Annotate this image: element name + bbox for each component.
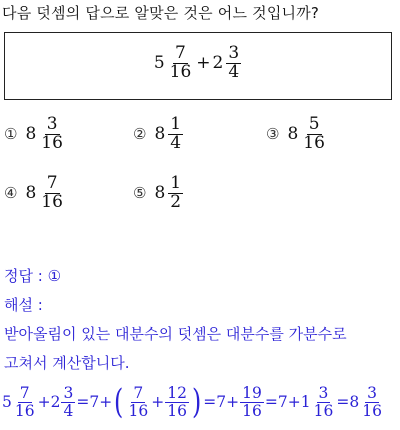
fraction — [226, 45, 241, 82]
explanation-line-1: 받아올림이 있는 대분수의 덧셈은 대분수를 가분수로 — [4, 325, 347, 343]
problem-expression — [5, 45, 391, 82]
option-marker: ④ — [4, 184, 18, 203]
solution-expression — [2, 382, 385, 422]
fraction — [168, 175, 183, 212]
whole-part: 1 — [300, 393, 311, 411]
numerator: 3 — [367, 384, 377, 403]
option-4[interactable] — [4, 175, 66, 212]
whole-part: 8 — [154, 183, 166, 204]
whole-part: 8 — [349, 393, 360, 411]
left-paren: ( — [114, 382, 124, 422]
numerator: 1 — [170, 114, 182, 134]
denominator: 16 — [41, 191, 63, 212]
whole-part: 5 — [153, 53, 165, 74]
denominator: 16 — [242, 401, 262, 420]
option-marker: ② — [133, 125, 147, 144]
plus-sign: + — [196, 53, 211, 74]
plus-sign: + — [151, 393, 165, 411]
fraction — [39, 175, 65, 212]
numerator: 3 — [318, 384, 329, 403]
answer-label: 정답 : ① — [4, 267, 62, 285]
denominator: 16 — [362, 401, 382, 420]
fraction — [168, 116, 183, 153]
denominator: 16 — [14, 401, 35, 420]
whole-part: 7 — [277, 393, 288, 411]
option-marker: ③ — [266, 125, 280, 144]
option-2[interactable] — [133, 116, 184, 153]
fraction — [360, 385, 384, 419]
fraction — [240, 385, 264, 419]
equals-sign: = — [336, 393, 350, 411]
whole-part: 8 — [25, 183, 37, 204]
numerator: 3 — [63, 384, 74, 403]
numerator: 3 — [46, 114, 58, 134]
whole-part: 7 — [216, 393, 227, 411]
denominator: 16 — [303, 132, 325, 153]
fraction — [312, 385, 336, 419]
whole-part: 5 — [2, 393, 12, 411]
expression-box — [4, 32, 392, 100]
numerator: 3 — [228, 43, 240, 63]
whole-part: 2 — [212, 53, 224, 74]
plus-sign: + — [37, 393, 51, 411]
fraction — [13, 385, 37, 419]
whole-part: 7 — [89, 393, 100, 411]
option-5[interactable] — [133, 175, 184, 212]
whole-part: 8 — [25, 124, 37, 145]
question-text: 다음 덧셈의 답으로 알맞은 것은 어느 것입니까? — [2, 4, 320, 22]
fraction — [61, 385, 75, 419]
numerator: 19 — [242, 384, 262, 403]
whole-part: 8 — [154, 124, 166, 145]
fraction — [127, 385, 151, 419]
explanation-label: 해설 : — [4, 296, 43, 314]
plus-sign: + — [99, 393, 113, 411]
whole-part: 2 — [50, 393, 61, 411]
denominator: 4 — [228, 61, 240, 82]
option-3[interactable] — [266, 116, 328, 153]
equals-sign: = — [264, 393, 278, 411]
explanation-line-2: 고쳐서 계산합니다. — [4, 354, 130, 372]
mixed-number-1 — [154, 45, 194, 82]
option-marker: ① — [4, 125, 18, 144]
right-paren: ) — [191, 382, 202, 422]
fraction — [301, 116, 327, 153]
numerator: 7 — [175, 43, 186, 63]
equals-sign: = — [203, 393, 217, 411]
denominator: 16 — [313, 401, 334, 420]
fraction — [165, 385, 189, 419]
whole-part: 8 — [287, 124, 299, 145]
numerator: 7 — [46, 173, 58, 193]
option-1[interactable] — [4, 116, 66, 153]
numerator: 7 — [133, 384, 144, 403]
denominator: 2 — [170, 191, 182, 212]
denominator: 4 — [170, 132, 182, 153]
numerator: 1 — [170, 173, 182, 193]
denominator: 16 — [41, 132, 63, 153]
denominator: 4 — [63, 401, 74, 420]
denominator: 16 — [169, 61, 192, 82]
option-marker: ⑤ — [133, 184, 147, 203]
numerator: 5 — [308, 114, 320, 134]
plus-sign: + — [226, 393, 240, 411]
fraction — [168, 45, 194, 82]
denominator: 16 — [167, 401, 187, 420]
numerator: 12 — [167, 384, 187, 403]
fraction — [39, 116, 65, 153]
denominator: 16 — [128, 401, 149, 420]
mixed-number-2 — [213, 45, 243, 82]
equals-sign: = — [76, 393, 90, 411]
numerator: 7 — [19, 384, 30, 403]
plus-sign: + — [287, 393, 301, 411]
